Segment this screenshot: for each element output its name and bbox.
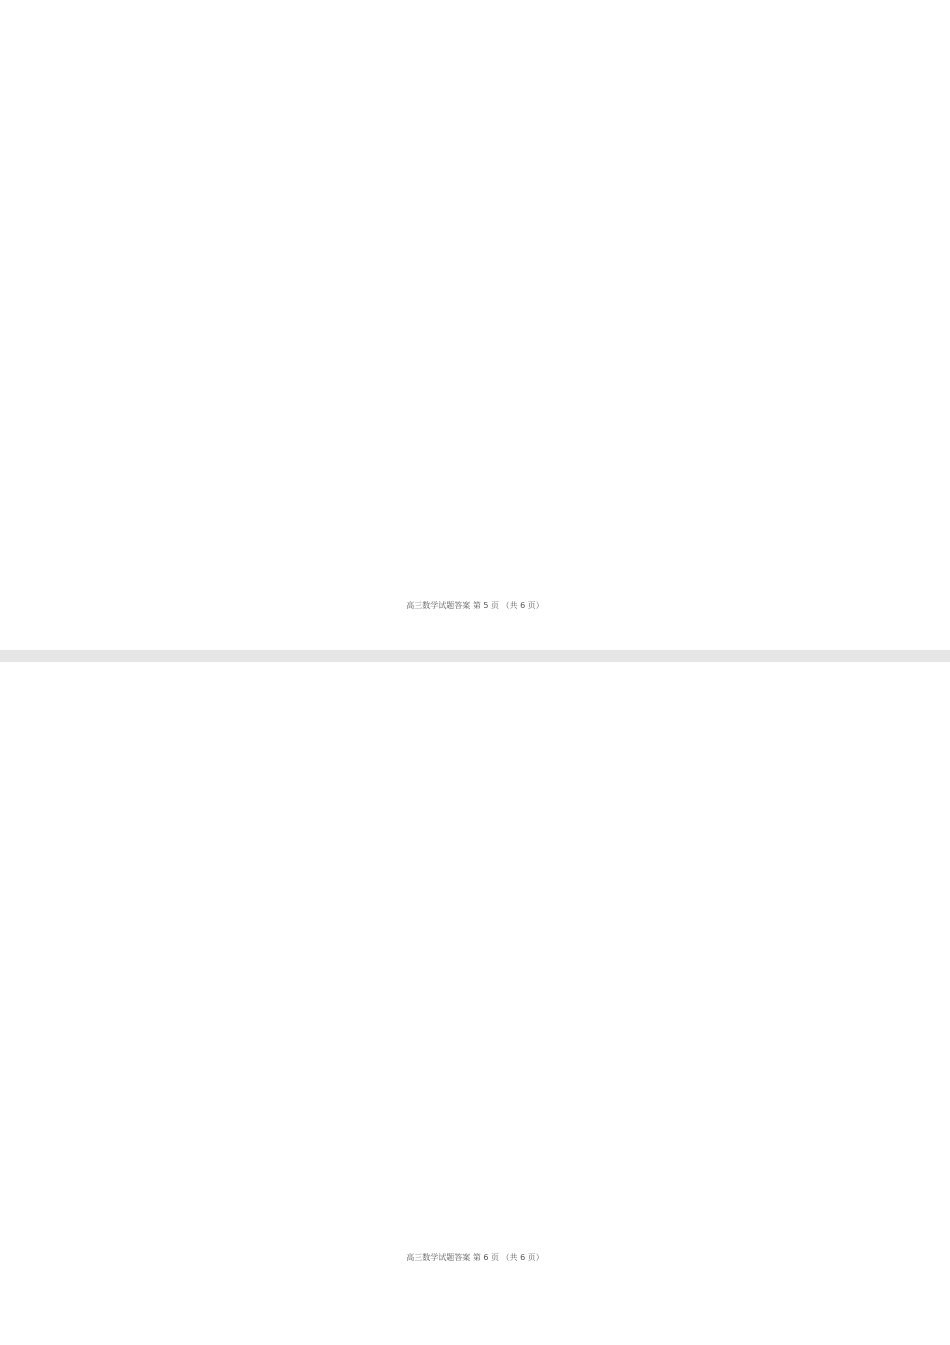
page5-footer: 高三数学试题答案 第 5 页 （共 6 页） [406,601,544,610]
page6-left-column [28,662,468,1345]
answer-page-6 [0,662,950,1345]
page5-right-column [485,0,925,650]
page5-left-column [28,0,468,650]
page6-footer: 高三数学试题答案 第 6 页 （共 6 页） [406,1253,544,1262]
answer-page-5 [0,0,950,650]
page6-right-column [485,662,925,1345]
